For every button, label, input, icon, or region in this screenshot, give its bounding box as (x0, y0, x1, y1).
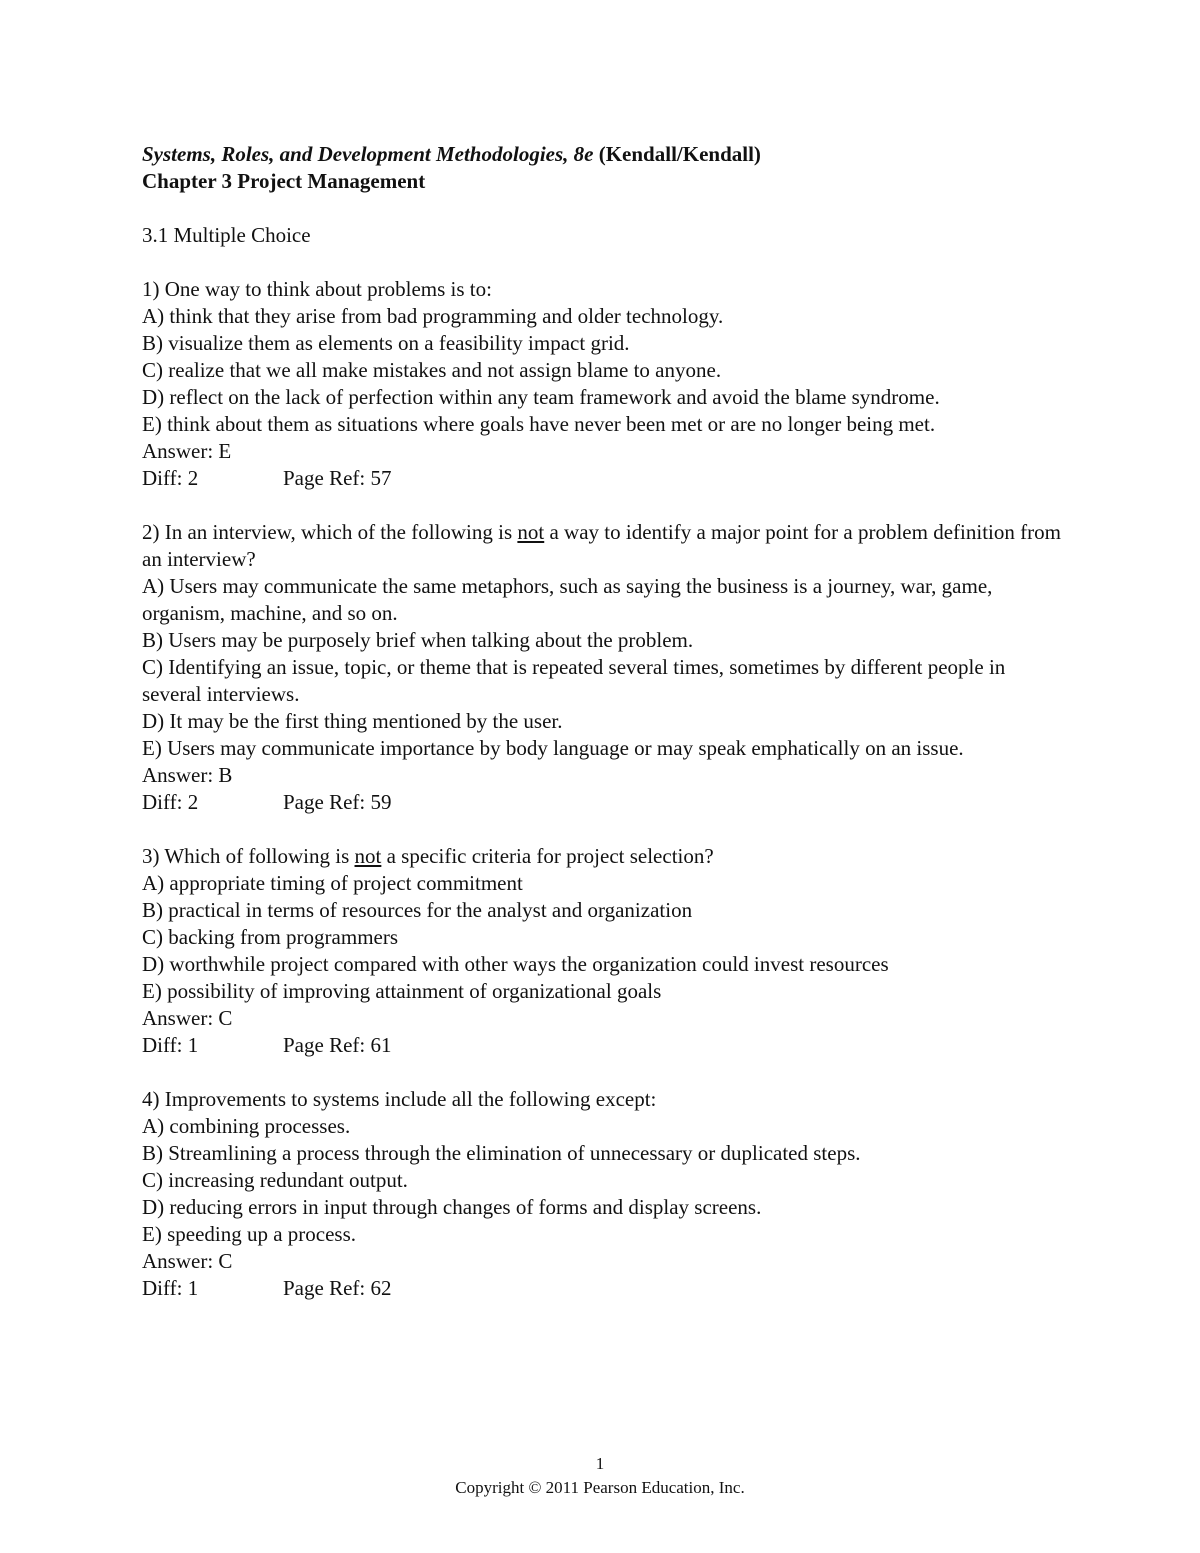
question-stem (142, 843, 1062, 870)
question-stem-text: 1) One way to think about problems is to: (142, 277, 492, 301)
page-number: 1 (595, 1454, 605, 1473)
page-content (142, 141, 1062, 1302)
question-stem-text: a way to identify a major point for a problem definition from an interview? (142, 520, 1061, 571)
difficulty: Diff: 2 (142, 466, 199, 490)
option-d: D) reducing errors in input through changes of forms and display screens. (142, 1195, 762, 1219)
question-3 (142, 843, 1062, 1059)
option-c: C) backing from programmers (142, 925, 399, 949)
diff-line (142, 1032, 1062, 1059)
section-heading: 3.1 Multiple Choice (142, 223, 311, 247)
difficulty: Diff: 1 (142, 1276, 199, 1300)
option-a: A) combining processes. (142, 1114, 351, 1138)
diff-line (142, 789, 1062, 816)
difficulty: Diff: 2 (142, 790, 199, 814)
difficulty: Diff: 1 (142, 1033, 199, 1057)
question-stem (142, 1086, 1062, 1113)
question-4 (142, 1086, 1062, 1302)
option-c: C) Identifying an issue, topic, or theme that is repeated several times, sometimes by different people in several interviews. (142, 655, 1006, 706)
option-a: A) appropriate timing of project commitment (142, 871, 523, 895)
emphasis-not: not (354, 844, 382, 868)
option-d: D) worthwhile project compared with other ways the organization could invest resources (142, 952, 889, 976)
emphasis-not: not (517, 520, 545, 544)
question-stem-text: 3) Which of following is (142, 844, 355, 868)
question-stem (142, 276, 1062, 303)
diff-line (142, 1275, 1062, 1302)
chapter-title: Chapter 3 Project Management (142, 169, 426, 193)
option-e: E) think about them as situations where goals have never been met or are no longer being met. (142, 412, 936, 436)
option-b: B) Users may be purposely brief when talking about the problem. (142, 628, 694, 652)
diff-line (142, 465, 1062, 492)
question-stem (142, 519, 1062, 573)
question-stem-text: 4) Improvements to systems include all the following except: (142, 1087, 657, 1111)
book-title-authors: (Kendall/Kendall) (593, 142, 761, 166)
option-c: C) realize that we all make mistakes and not assign blame to anyone. (142, 358, 722, 382)
question-stem-text: 2) In an interview, which of the following is (142, 520, 518, 544)
page-ref: Page Ref: 62 (283, 1276, 392, 1300)
option-e: E) speeding up a process. (142, 1222, 357, 1246)
book-title-italic: Systems, Roles, and Development Methodologies, 8e (142, 142, 594, 166)
page-ref: Page Ref: 61 (283, 1033, 392, 1057)
option-d: D) It may be the first thing mentioned by the user. (142, 709, 563, 733)
option-e: E) possibility of improving attainment of organizational goals (142, 979, 662, 1003)
page-ref: Page Ref: 59 (283, 790, 392, 814)
answer-line: Answer: B (142, 763, 233, 787)
option-d: D) reflect on the lack of perfection within any team framework and avoid the blame syndrome. (142, 385, 940, 409)
answer-line: Answer: C (142, 1006, 233, 1030)
option-c: C) increasing redundant output. (142, 1168, 408, 1192)
question-stem-text: a specific criteria for project selection? (381, 844, 714, 868)
option-b: B) visualize them as elements on a feasibility impact grid. (142, 331, 630, 355)
question-1 (142, 276, 1062, 492)
copyright-notice: Copyright © 2011 Pearson Education, Inc. (455, 1478, 745, 1497)
question-2 (142, 519, 1062, 816)
option-a: A) Users may communicate the same metaphors, such as saying the business is a journey, war, game, organism, machine, and so on. (142, 574, 993, 625)
option-e: E) Users may communicate importance by body language or may speak emphatically on an issue. (142, 736, 964, 760)
page-ref: Page Ref: 57 (283, 466, 392, 490)
option-a: A) think that they arise from bad programming and older technology. (142, 304, 724, 328)
answer-line: Answer: E (142, 439, 232, 463)
option-b: B) Streamlining a process through the elimination of unnecessary or duplicated steps. (142, 1141, 861, 1165)
book-title (142, 141, 1062, 168)
option-b: B) practical in terms of resources for the analyst and organization (142, 898, 693, 922)
answer-line: Answer: C (142, 1249, 233, 1273)
